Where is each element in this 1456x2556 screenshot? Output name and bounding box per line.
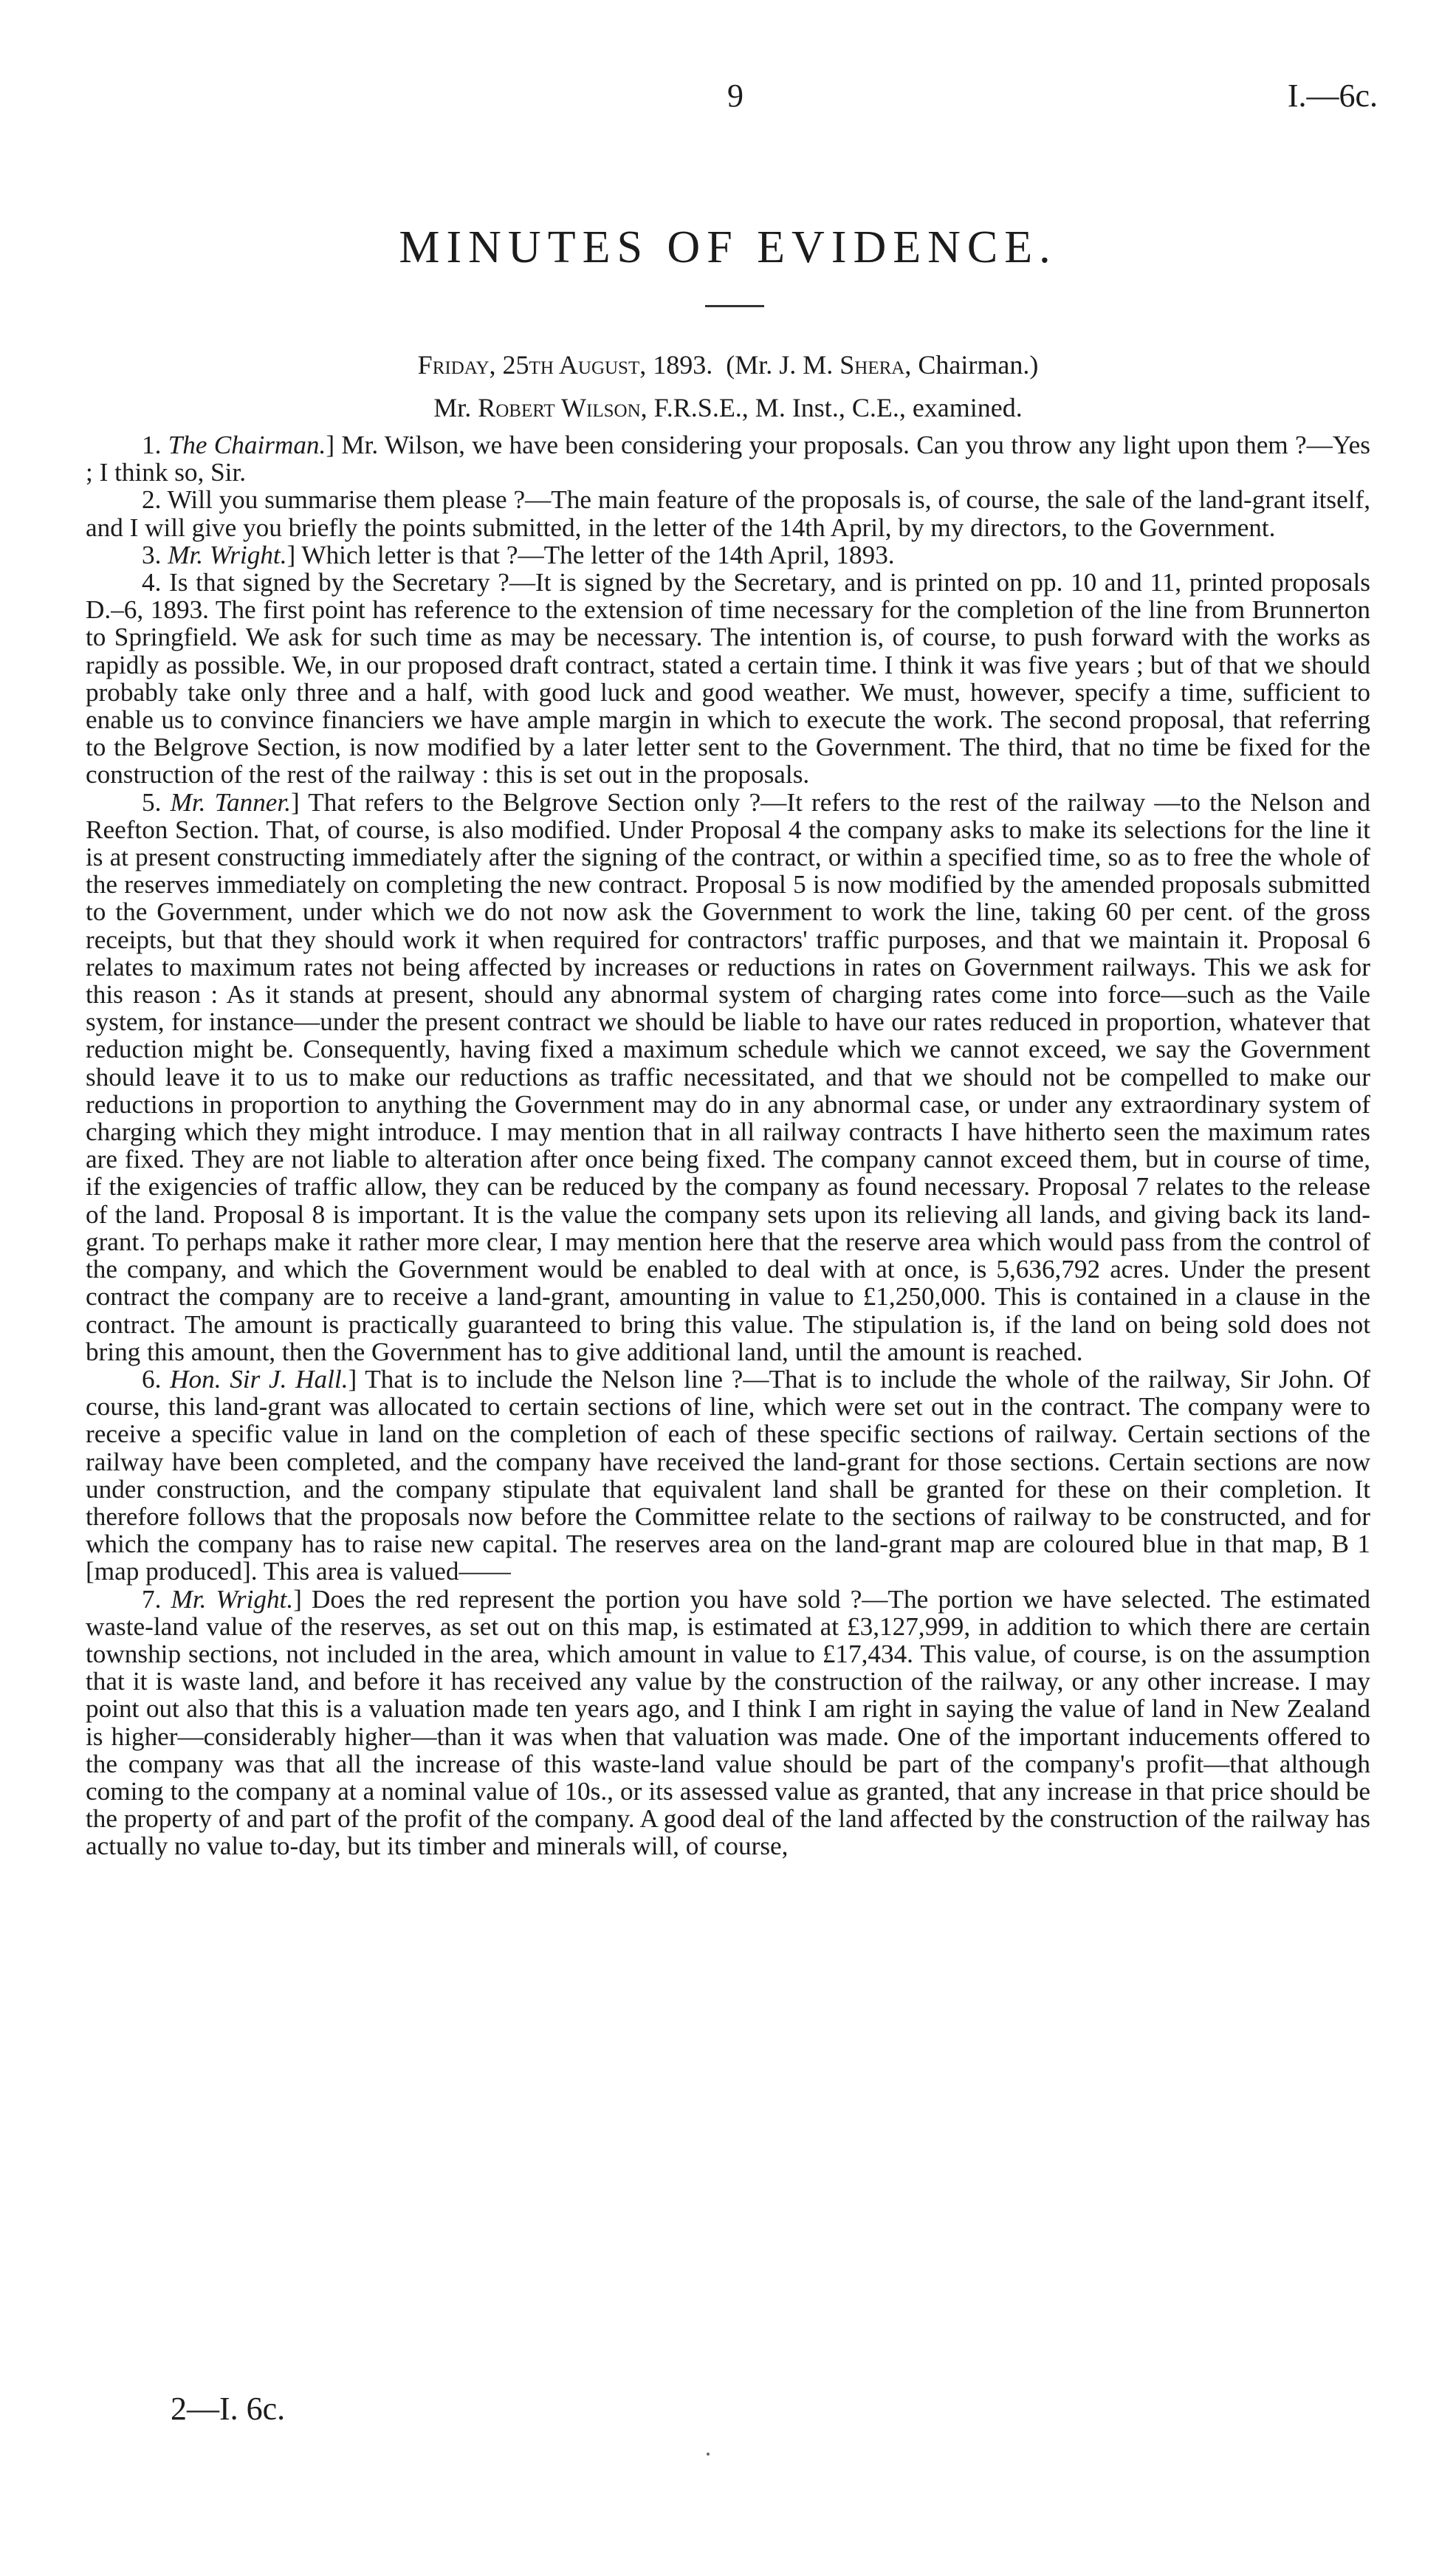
paragraph-number: 3.	[142, 540, 162, 569]
paragraph-number: 4.	[142, 568, 162, 597]
print-speck	[707, 2453, 710, 2456]
session-day-date: Friday, 25th August, 1893.	[417, 350, 713, 380]
witness-suffix: , F.R.S.E., M. Inst., C.E., examined.	[640, 393, 1023, 422]
session-chair-prefix: (Mr. J. M.	[726, 350, 840, 380]
witness-name: Robert Wilson	[478, 393, 641, 422]
evidence-paragraph	[86, 541, 1370, 569]
evidence-body	[86, 431, 1370, 1860]
evidence-paragraph	[86, 486, 1370, 541]
paragraph-number: 2.	[142, 485, 162, 515]
evidence-paragraph	[86, 1586, 1370, 1860]
evidence-paragraph	[86, 431, 1370, 486]
paragraph-text: ] Does the red represent the portion you have sold ?—The portion we have selected. The estimated waste-land value of the reserves, as set out on this map, is estimated at £3,127,999, in addition to which there are certain township sections, not included in the area, which amount in value to £17,434. This value, of course, is on the assumption that it is waste land, and before it has received any value by the construction of the railway, or any other increase. I may point out also that this is a valuation made ten years ago, and I think I am right in saying the value of land in New Zealand is higher—considerably higher—than it was when that valuation was made. One of the important inducements offered to the company was that all the increase of this waste-land value should be part of the company's profit—that although coming to the company at a nominal value of 10s., or its assessed value as granted, that any increase in that price should be the property of and part of the profit of the company. A good deal of the land affected by the construction of the railway has actually no value to-day, but its timber and minerals will, of course,	[86, 1584, 1371, 1861]
paragraph-number: 5.	[142, 787, 162, 817]
evidence-paragraph	[86, 1366, 1370, 1586]
speaker-name: Mr. Wright.	[171, 1584, 294, 1614]
paragraph-text: ] Mr. Wilson, we have been considering your proposals. Can you throw any light upon them ?—Yes ; I think so, Sir.	[86, 431, 1370, 487]
footer-signature: 2—I. 6c.	[171, 2391, 286, 2427]
paragraph-text: Is that signed by the Secretary ?—It is signed by the Secretary, and is printed on pp. 10 and 11, printed proposals D.–6, 1893. The first point has reference to the extension of time necessary for the completion of the line from Brunnerton to Springfield. We ask for such time as may be necessary. The intention is, of course, to push forward with the works as rapidly as possible. We, in our proposed draft contract, stated a certain time. I think it was five years ; but of that we should probably take only three and a half, with good luck and good weather. We must, however, specify a time, sufficient to enable us to convince financiers we have ample margin in which to execute the work. The second proposal, that referring to the Belgrove Section, is now modified by a later letter sent to the Government. The third, that no time be fixed for the construction of the rest of the railway : this is set out in the proposals.	[86, 568, 1370, 789]
page-title: MINUTES OF EVIDENCE.	[399, 222, 1057, 273]
speaker-name: Mr. Tanner.	[170, 787, 291, 817]
page-number: 9	[727, 78, 744, 114]
paragraph-text: ] That is to include the Nelson line ?—That is to include the whole of the railway, Sir John. Of course, this land-grant was allocated to certain sections of line, which were set out in the contract. The company were to receive a specific value in land on the completion of each of these specific sections of railway. Certain sections of the railway have been completed, and the company have received the land-grant for those sections. Certain sections are now under construction, and the company stipulate that equivalent land shall be granted for these on their completion. It therefore follows that the proposals now before the Committee relate to the sections of railway to be constructed, and for which the company has to raise new capital. The reserves area on the land-grant map are coloured blue in that map, B 1 [map produced]. This area is valued——	[86, 1364, 1371, 1586]
paragraph-number: 6.	[142, 1364, 162, 1394]
speaker-name: Mr. Wright.	[168, 540, 287, 569]
paragraph-text: Will you summarise them please ?—The main feature of the proposals is, of course, the sale of the land-grant itself, and I will give you briefly the points submitted, in the letter of the 14th April, by my directors, to the Government.	[86, 485, 1370, 542]
title-rule	[705, 305, 764, 307]
speaker-name: The Chairman.	[168, 431, 326, 459]
paragraph-number: 7.	[142, 1584, 162, 1614]
session-chair-name: Shera	[839, 350, 905, 380]
witness-line	[0, 391, 1456, 424]
evidence-paragraph	[86, 789, 1370, 1366]
document-reference: I.—6c.	[1287, 78, 1378, 114]
speaker-name: Hon. Sir J. Hall.	[170, 1364, 348, 1394]
evidence-paragraph	[86, 569, 1370, 789]
witness-prefix: Mr.	[433, 393, 478, 422]
session-chair-suffix: , Chairman.)	[904, 350, 1039, 380]
paragraph-number: 1.	[142, 431, 162, 459]
paragraph-text: ] That refers to the Belgrove Section only ?—It refers to the rest of the railway —to the Nelson and Reefton Section. That, of course, is also modified. Under Proposal 4 the company asks to make its selections for the line it is at present constructing immediately after the signing of the contract, or within a specified time, so as to free the whole of the reserves immediately on completing the new contract. Proposal 5 is now modified by the amended proposals submitted to the Government, under which we do not now ask the Government to work the line, taking 60 per cent. of the gross receipts, but that they should work it when required for contractors' traffic purposes, and that we maintain it. Proposal 6 relates to maximum rates not being affected by increases or reductions in rates on Government railways. This we ask for this reason : As it stands at present, should any abnormal system of charging rates come into force—such as the Vaile system, for instance—under the present contract we should be liable to have our rates reduced in proportion, whatever that reduction might be. Consequently, having fixed a maximum schedule which we cannot exceed, we say the Government should leave it to us to make our reductions as traffic necessitated, and that we should not be compelled to make our reductions in proportion to anything the Government may do in any abnormal case, or under any extraordinary system of charging which they might introduce. I may mention that in all railway contracts I have hitherto seen the maximum rates are fixed. They are not liable to alteration after once being fixed. The company cannot exceed them, but in course of time, if the exigencies of traffic allow, they can be reduced by the company as found necessary. Proposal 7 relates to the release of the land. Proposal 8 is important. It is the value the company sets upon its relieving all lands, and giving back its land-grant. To perhaps make it rather more clear, I may mention here that the reserve area which would pass from the control of the company, and which the Government would be enabled to deal with at once, is 5,636,792 acres. Under the present contract the company are to receive a land-grant, amounting in value to £1,250,000. This is contained in a clause in the contract. The amount is practically guaranteed to bring this value. The stipulation is, if the land on being sold does not bring this amount, then the Government has to give additional land, until the amount is reached.	[86, 787, 1370, 1366]
paragraph-text: ] Which letter is that ?—The letter of the 14th April, 1893.	[286, 540, 895, 569]
session-line	[0, 349, 1456, 381]
